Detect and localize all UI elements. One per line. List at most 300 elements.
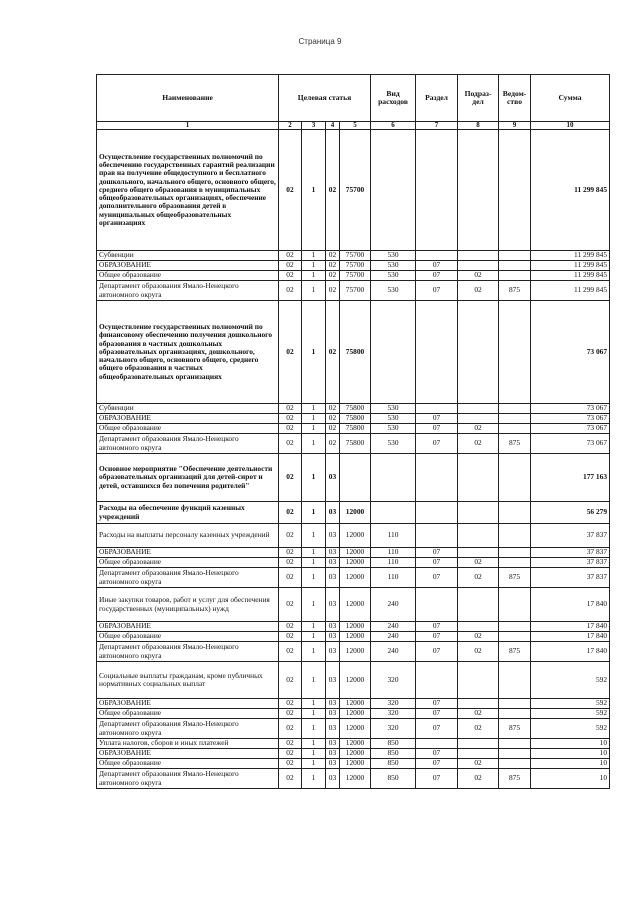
cell-sum: 56 279 bbox=[531, 502, 610, 524]
cell-department bbox=[499, 749, 531, 759]
col-number: 9 bbox=[499, 122, 531, 130]
cell-direction: 75800 bbox=[340, 301, 371, 404]
col-number: 5 bbox=[340, 122, 371, 130]
cell-direction: 12000 bbox=[340, 502, 371, 524]
header-section: Раздел bbox=[416, 75, 458, 122]
cell-department: 875 bbox=[499, 568, 531, 588]
cell-activity: 02 bbox=[326, 434, 340, 454]
cell-sum: 592 bbox=[531, 719, 610, 739]
table-row bbox=[97, 632, 610, 642]
cell-department bbox=[499, 588, 531, 622]
table-row bbox=[97, 271, 610, 281]
table-row bbox=[97, 642, 610, 662]
cell-name: Департамент образования Ямало-Ненецкого автономного округа bbox=[97, 281, 279, 301]
cell-expense-type: 530 bbox=[371, 251, 416, 261]
cell-activity: 02 bbox=[326, 414, 340, 424]
cell-subprogram: 1 bbox=[302, 739, 326, 749]
cell-subprogram: 1 bbox=[302, 424, 326, 434]
cell-name: Иные закупки товаров, работ и услуг для обеспечения государственных (муниципальных) нужд bbox=[97, 588, 279, 622]
cell-direction: 75800 bbox=[340, 404, 371, 414]
cell-expense-type: 320 bbox=[371, 699, 416, 709]
col-number: 3 bbox=[302, 122, 326, 130]
cell-name: ОБРАЗОВАНИЕ bbox=[97, 261, 279, 271]
table-row bbox=[97, 301, 610, 404]
cell-subprogram: 1 bbox=[302, 454, 326, 502]
cell-subsection: 02 bbox=[458, 642, 499, 662]
cell-sum: 73 067 bbox=[531, 301, 610, 404]
cell-expense-type bbox=[371, 502, 416, 524]
cell-section bbox=[416, 130, 458, 251]
cell-activity: 03 bbox=[326, 568, 340, 588]
cell-activity: 03 bbox=[326, 548, 340, 558]
cell-sum: 73 067 bbox=[531, 434, 610, 454]
cell-name: Общее образование bbox=[97, 424, 279, 434]
cell-subprogram: 1 bbox=[302, 414, 326, 424]
cell-department bbox=[499, 632, 531, 642]
cell-activity: 03 bbox=[326, 454, 340, 502]
cell-sum: 11 299 845 bbox=[531, 271, 610, 281]
cell-section: 07 bbox=[416, 769, 458, 789]
cell-subprogram: 1 bbox=[302, 548, 326, 558]
cell-department bbox=[499, 622, 531, 632]
cell-sum: 592 bbox=[531, 662, 610, 699]
cell-department: 875 bbox=[499, 719, 531, 739]
cell-program: 02 bbox=[279, 588, 302, 622]
cell-name: Общее образование bbox=[97, 632, 279, 642]
cell-subsection: 02 bbox=[458, 759, 499, 769]
cell-activity: 03 bbox=[326, 524, 340, 548]
cell-subsection bbox=[458, 414, 499, 424]
page-number-label: Страница 9 bbox=[298, 37, 342, 46]
cell-activity: 03 bbox=[326, 632, 340, 642]
cell-sum: 37 837 bbox=[531, 568, 610, 588]
cell-sum: 73 067 bbox=[531, 404, 610, 414]
cell-subprogram: 1 bbox=[302, 749, 326, 759]
cell-program: 02 bbox=[279, 719, 302, 739]
cell-program: 02 bbox=[279, 424, 302, 434]
cell-program: 02 bbox=[279, 558, 302, 568]
cell-expense-type: 530 bbox=[371, 424, 416, 434]
cell-sum: 10 bbox=[531, 739, 610, 749]
col-number: 8 bbox=[458, 122, 499, 130]
cell-program: 02 bbox=[279, 301, 302, 404]
cell-expense-type: 240 bbox=[371, 632, 416, 642]
cell-section: 07 bbox=[416, 271, 458, 281]
table-row bbox=[97, 739, 610, 749]
cell-program: 02 bbox=[279, 524, 302, 548]
cell-direction: 12000 bbox=[340, 568, 371, 588]
cell-activity: 02 bbox=[326, 404, 340, 414]
cell-name: Социальные выплаты гражданам, кроме публичных нормативных социальных выплат bbox=[97, 662, 279, 699]
cell-expense-type: 850 bbox=[371, 739, 416, 749]
cell-subsection bbox=[458, 699, 499, 709]
cell-program: 02 bbox=[279, 568, 302, 588]
col-number: 2 bbox=[279, 122, 302, 130]
cell-activity: 03 bbox=[326, 719, 340, 739]
cell-sum: 37 837 bbox=[531, 548, 610, 558]
cell-subsection bbox=[458, 662, 499, 699]
cell-section bbox=[416, 502, 458, 524]
cell-direction: 12000 bbox=[340, 558, 371, 568]
cell-name: Департамент образования Ямало-Ненецкого автономного округа bbox=[97, 719, 279, 739]
cell-program: 02 bbox=[279, 454, 302, 502]
cell-department bbox=[499, 709, 531, 719]
cell-direction: 12000 bbox=[340, 709, 371, 719]
cell-direction: 12000 bbox=[340, 719, 371, 739]
table-row bbox=[97, 502, 610, 524]
cell-expense-type bbox=[371, 454, 416, 502]
cell-section: 07 bbox=[416, 632, 458, 642]
col-number: 1 bbox=[97, 122, 279, 130]
cell-activity: 03 bbox=[326, 759, 340, 769]
cell-name: ОБРАЗОВАНИЕ bbox=[97, 622, 279, 632]
cell-name: Субвенции bbox=[97, 404, 279, 414]
cell-section: 07 bbox=[416, 261, 458, 271]
table-row bbox=[97, 524, 610, 548]
cell-subsection: 02 bbox=[458, 434, 499, 454]
cell-subprogram: 1 bbox=[302, 251, 326, 261]
cell-section bbox=[416, 251, 458, 261]
cell-subsection bbox=[458, 548, 499, 558]
cell-department bbox=[499, 524, 531, 548]
cell-program: 02 bbox=[279, 404, 302, 414]
cell-direction: 75700 bbox=[340, 271, 371, 281]
cell-sum: 17 840 bbox=[531, 588, 610, 622]
cell-section: 07 bbox=[416, 281, 458, 301]
cell-program: 02 bbox=[279, 642, 302, 662]
cell-section: 07 bbox=[416, 414, 458, 424]
cell-direction: 75700 bbox=[340, 251, 371, 261]
cell-sum: 592 bbox=[531, 709, 610, 719]
table-row bbox=[97, 414, 610, 424]
cell-expense-type: 240 bbox=[371, 622, 416, 632]
cell-activity: 02 bbox=[326, 424, 340, 434]
cell-program: 02 bbox=[279, 271, 302, 281]
cell-section bbox=[416, 301, 458, 404]
cell-activity: 03 bbox=[326, 642, 340, 662]
cell-direction: 75800 bbox=[340, 424, 371, 434]
cell-name: Осуществление государственных полномочий по обеспечению государственных гарантий реализации прав на получение общедоступного и бесплатного дошкольного, начального общего, основного общего, среднего общего образования в муниципальных общеобразовательных организациях, обеспечение дополнительного образования детей в муниципальных общеобразовательных организациях bbox=[97, 130, 279, 251]
cell-sum: 10 bbox=[531, 759, 610, 769]
header-sum: Сумма bbox=[531, 75, 610, 122]
cell-name: Общее образование bbox=[97, 558, 279, 568]
cell-direction: 12000 bbox=[340, 759, 371, 769]
cell-section: 07 bbox=[416, 568, 458, 588]
cell-subsection bbox=[458, 261, 499, 271]
cell-direction: 75700 bbox=[340, 281, 371, 301]
cell-activity: 03 bbox=[326, 662, 340, 699]
cell-subprogram: 1 bbox=[302, 281, 326, 301]
cell-section bbox=[416, 662, 458, 699]
cell-department bbox=[499, 424, 531, 434]
cell-expense-type: 530 bbox=[371, 434, 416, 454]
cell-sum: 73 067 bbox=[531, 414, 610, 424]
table-row bbox=[97, 769, 610, 789]
cell-department: 875 bbox=[499, 434, 531, 454]
column-number-row bbox=[97, 122, 610, 130]
cell-name: Департамент образования Ямало-Ненецкого автономного округа bbox=[97, 568, 279, 588]
cell-department bbox=[499, 271, 531, 281]
cell-activity: 02 bbox=[326, 301, 340, 404]
cell-subsection: 02 bbox=[458, 281, 499, 301]
cell-department: 875 bbox=[499, 281, 531, 301]
cell-subsection bbox=[458, 739, 499, 749]
header-expense-type: Вид расходов bbox=[371, 75, 416, 122]
cell-subsection: 02 bbox=[458, 424, 499, 434]
table-row bbox=[97, 622, 610, 632]
cell-direction: 12000 bbox=[340, 548, 371, 558]
cell-section: 07 bbox=[416, 434, 458, 454]
cell-section bbox=[416, 404, 458, 414]
cell-activity: 02 bbox=[326, 251, 340, 261]
cell-sum: 10 bbox=[531, 749, 610, 759]
cell-program: 02 bbox=[279, 130, 302, 251]
cell-department bbox=[499, 454, 531, 502]
cell-sum: 11 299 845 bbox=[531, 251, 610, 261]
cell-program: 02 bbox=[279, 281, 302, 301]
cell-department bbox=[499, 759, 531, 769]
cell-department bbox=[499, 251, 531, 261]
budget-table bbox=[96, 74, 610, 789]
cell-department bbox=[499, 502, 531, 524]
cell-name: Департамент образования Ямало-Ненецкого автономного округа bbox=[97, 642, 279, 662]
cell-sum: 177 163 bbox=[531, 454, 610, 502]
cell-department bbox=[499, 548, 531, 558]
cell-section: 07 bbox=[416, 424, 458, 434]
cell-subsection bbox=[458, 502, 499, 524]
cell-direction: 75800 bbox=[340, 434, 371, 454]
cell-name: Расходы на обеспечение функций казенных учреждений bbox=[97, 502, 279, 524]
cell-expense-type bbox=[371, 301, 416, 404]
cell-expense-type: 850 bbox=[371, 759, 416, 769]
table-row bbox=[97, 281, 610, 301]
table-row bbox=[97, 548, 610, 558]
cell-direction: 12000 bbox=[340, 622, 371, 632]
cell-program: 02 bbox=[279, 749, 302, 759]
cell-activity: 02 bbox=[326, 271, 340, 281]
cell-subsection bbox=[458, 524, 499, 548]
cell-expense-type: 110 bbox=[371, 524, 416, 548]
cell-department bbox=[499, 301, 531, 404]
col-number: 4 bbox=[326, 122, 340, 130]
table-row bbox=[97, 759, 610, 769]
cell-activity: 02 bbox=[326, 261, 340, 271]
cell-program: 02 bbox=[279, 662, 302, 699]
cell-section: 07 bbox=[416, 709, 458, 719]
cell-subprogram: 1 bbox=[302, 271, 326, 281]
cell-subprogram: 1 bbox=[302, 769, 326, 789]
cell-subprogram: 1 bbox=[302, 719, 326, 739]
cell-subprogram: 1 bbox=[302, 709, 326, 719]
cell-subprogram: 1 bbox=[302, 434, 326, 454]
cell-subsection bbox=[458, 130, 499, 251]
cell-program: 02 bbox=[279, 632, 302, 642]
cell-section bbox=[416, 524, 458, 548]
cell-expense-type: 110 bbox=[371, 548, 416, 558]
col-number: 10 bbox=[531, 122, 610, 130]
cell-sum: 10 bbox=[531, 769, 610, 789]
cell-expense-type: 240 bbox=[371, 642, 416, 662]
cell-sum: 37 837 bbox=[531, 524, 610, 548]
cell-subprogram: 1 bbox=[302, 524, 326, 548]
cell-sum: 11 299 845 bbox=[531, 261, 610, 271]
cell-name: ОБРАЗОВАНИЕ bbox=[97, 749, 279, 759]
cell-section: 07 bbox=[416, 622, 458, 632]
cell-expense-type: 530 bbox=[371, 261, 416, 271]
cell-subsection bbox=[458, 301, 499, 404]
table-row bbox=[97, 662, 610, 699]
cell-subsection: 02 bbox=[458, 568, 499, 588]
table-row bbox=[97, 588, 610, 622]
cell-sum: 17 840 bbox=[531, 622, 610, 632]
cell-expense-type: 320 bbox=[371, 709, 416, 719]
table-row bbox=[97, 404, 610, 414]
cell-program: 02 bbox=[279, 769, 302, 789]
table-row bbox=[97, 251, 610, 261]
cell-sum: 17 840 bbox=[531, 632, 610, 642]
table-body bbox=[97, 130, 610, 789]
cell-activity: 03 bbox=[326, 769, 340, 789]
cell-subprogram: 1 bbox=[302, 759, 326, 769]
cell-activity: 03 bbox=[326, 699, 340, 709]
cell-section: 07 bbox=[416, 642, 458, 662]
cell-subsection: 02 bbox=[458, 632, 499, 642]
cell-expense-type: 110 bbox=[371, 568, 416, 588]
cell-subprogram: 1 bbox=[302, 404, 326, 414]
header-department: Ведом-ство bbox=[499, 75, 531, 122]
cell-activity: 03 bbox=[326, 622, 340, 632]
cell-subsection: 02 bbox=[458, 769, 499, 789]
cell-department bbox=[499, 130, 531, 251]
cell-direction: 12000 bbox=[340, 588, 371, 622]
cell-name: ОБРАЗОВАНИЕ bbox=[97, 414, 279, 424]
cell-direction: 12000 bbox=[340, 524, 371, 548]
cell-department: 875 bbox=[499, 642, 531, 662]
cell-subsection bbox=[458, 749, 499, 759]
cell-expense-type: 320 bbox=[371, 719, 416, 739]
cell-program: 02 bbox=[279, 622, 302, 632]
table-row bbox=[97, 749, 610, 759]
cell-direction: 75700 bbox=[340, 261, 371, 271]
cell-direction: 12000 bbox=[340, 642, 371, 662]
header-name: Наименование bbox=[97, 75, 279, 122]
table-row bbox=[97, 454, 610, 502]
cell-subprogram: 1 bbox=[302, 261, 326, 271]
table-row bbox=[97, 130, 610, 251]
cell-section: 07 bbox=[416, 759, 458, 769]
cell-department bbox=[499, 699, 531, 709]
cell-activity: 03 bbox=[326, 588, 340, 622]
cell-direction: 12000 bbox=[340, 662, 371, 699]
table-row bbox=[97, 699, 610, 709]
cell-subprogram: 1 bbox=[302, 632, 326, 642]
cell-program: 02 bbox=[279, 759, 302, 769]
cell-expense-type: 850 bbox=[371, 769, 416, 789]
cell-department bbox=[499, 558, 531, 568]
cell-subprogram: 1 bbox=[302, 642, 326, 662]
col-number: 7 bbox=[416, 122, 458, 130]
cell-direction bbox=[340, 454, 371, 502]
table-row bbox=[97, 558, 610, 568]
cell-subprogram: 1 bbox=[302, 622, 326, 632]
cell-subprogram: 1 bbox=[302, 502, 326, 524]
table-row bbox=[97, 261, 610, 271]
cell-name: Департамент образования Ямало-Ненецкого автономного округа bbox=[97, 769, 279, 789]
table-row bbox=[97, 434, 610, 454]
cell-program: 02 bbox=[279, 699, 302, 709]
cell-section bbox=[416, 739, 458, 749]
cell-activity: 02 bbox=[326, 130, 340, 251]
cell-activity: 03 bbox=[326, 709, 340, 719]
cell-subsection: 02 bbox=[458, 709, 499, 719]
cell-program: 02 bbox=[279, 739, 302, 749]
cell-subprogram: 1 bbox=[302, 568, 326, 588]
cell-activity: 03 bbox=[326, 739, 340, 749]
header-target-article: Целевая статья bbox=[279, 75, 371, 122]
cell-subsection bbox=[458, 454, 499, 502]
cell-expense-type: 320 bbox=[371, 662, 416, 699]
cell-subprogram: 1 bbox=[302, 130, 326, 251]
table-row bbox=[97, 568, 610, 588]
cell-department bbox=[499, 414, 531, 424]
cell-direction: 12000 bbox=[340, 632, 371, 642]
cell-sum: 37 837 bbox=[531, 558, 610, 568]
cell-subsection: 02 bbox=[458, 271, 499, 281]
cell-direction: 12000 bbox=[340, 769, 371, 789]
cell-direction: 75800 bbox=[340, 414, 371, 424]
cell-program: 02 bbox=[279, 261, 302, 271]
cell-sum: 73 067 bbox=[531, 424, 610, 434]
cell-sum: 11 299 845 bbox=[531, 281, 610, 301]
cell-name: Основное мероприятие "Обеспечение деятельности образовательных организаций для детей-сирот и детей, оставшихся без попечения родителей" bbox=[97, 454, 279, 502]
cell-name: ОБРАЗОВАНИЕ bbox=[97, 548, 279, 558]
cell-expense-type: 530 bbox=[371, 414, 416, 424]
cell-name: Общее образование bbox=[97, 709, 279, 719]
cell-direction: 12000 bbox=[340, 749, 371, 759]
cell-activity: 02 bbox=[326, 281, 340, 301]
cell-department bbox=[499, 662, 531, 699]
cell-subsection: 02 bbox=[458, 558, 499, 568]
cell-subsection: 02 bbox=[458, 719, 499, 739]
cell-name: ОБРАЗОВАНИЕ bbox=[97, 699, 279, 709]
cell-section: 07 bbox=[416, 548, 458, 558]
cell-section: 07 bbox=[416, 558, 458, 568]
cell-program: 02 bbox=[279, 251, 302, 261]
cell-subsection bbox=[458, 588, 499, 622]
cell-expense-type: 530 bbox=[371, 404, 416, 414]
cell-subsection bbox=[458, 251, 499, 261]
cell-expense-type: 110 bbox=[371, 558, 416, 568]
cell-program: 02 bbox=[279, 434, 302, 454]
cell-sum: 592 bbox=[531, 699, 610, 709]
cell-section: 07 bbox=[416, 719, 458, 739]
table-header-row bbox=[97, 75, 610, 122]
cell-subprogram: 1 bbox=[302, 301, 326, 404]
cell-program: 02 bbox=[279, 502, 302, 524]
cell-expense-type: 850 bbox=[371, 749, 416, 759]
cell-section bbox=[416, 588, 458, 622]
cell-section bbox=[416, 454, 458, 502]
cell-section: 07 bbox=[416, 699, 458, 709]
cell-subprogram: 1 bbox=[302, 662, 326, 699]
cell-section: 07 bbox=[416, 749, 458, 759]
cell-activity: 03 bbox=[326, 558, 340, 568]
cell-expense-type: 530 bbox=[371, 281, 416, 301]
cell-subprogram: 1 bbox=[302, 699, 326, 709]
cell-name: Расходы на выплаты персоналу казенных учреждений bbox=[97, 524, 279, 548]
cell-name: Осуществление государственных полномочий по финансовому обеспечению получения дошкольного образования в частных дошкольных образовательных организациях, дошкольного, начального общего, основного общего, среднего общего образования в частных общеобразовательных организациях bbox=[97, 301, 279, 404]
cell-activity: 03 bbox=[326, 749, 340, 759]
